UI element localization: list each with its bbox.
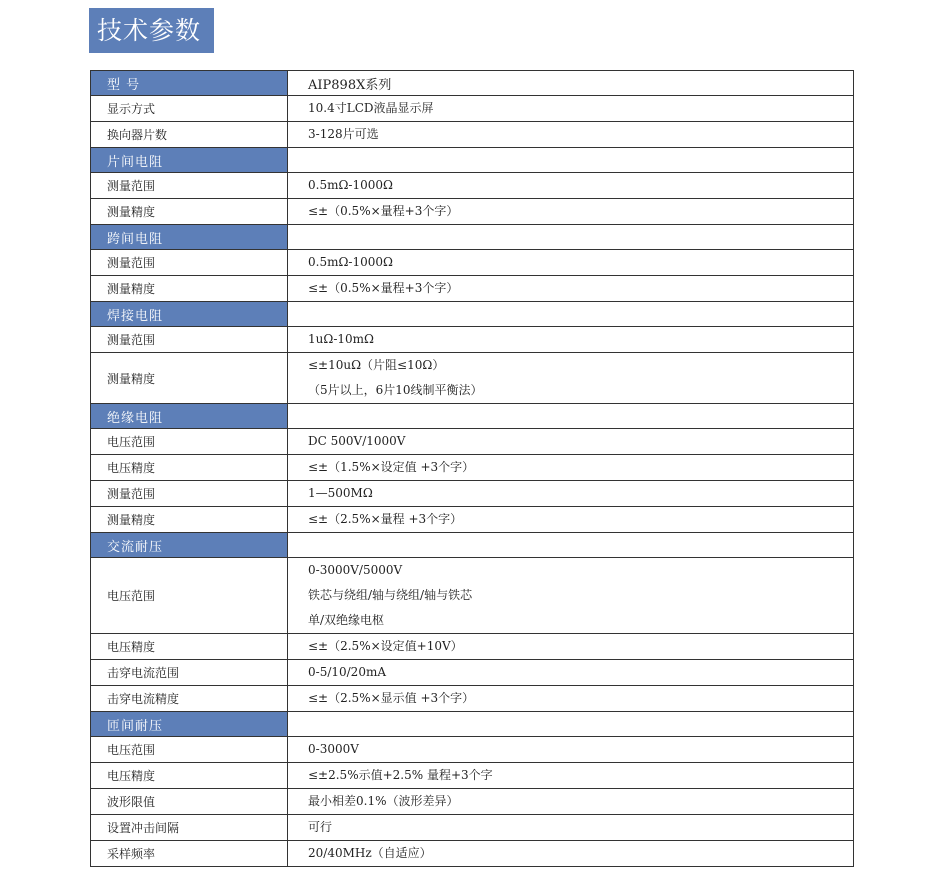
param-label: 电压精度: [91, 455, 288, 481]
section-blank-cell: [288, 404, 854, 429]
param-value: [288, 429, 854, 455]
param-label: 设置冲击间隔: [91, 815, 288, 841]
section-title: 焊接电阻: [91, 302, 288, 327]
table-row: [91, 737, 854, 763]
table-row: [91, 455, 854, 481]
param-value-line: ≤±（2.5%×显示值 +3个字）: [308, 691, 475, 705]
table-row: [91, 250, 854, 276]
section-title: 跨间电阻: [91, 225, 288, 250]
param-value-line: 0.5mΩ-1000Ω: [308, 178, 393, 192]
section-header-row: [91, 404, 854, 429]
param-label: 测量范围: [91, 327, 288, 353]
param-value-line: 铁芯与绕组/轴与绕组/轴与铁芯: [308, 588, 473, 602]
section-title: 绝缘电阻: [91, 404, 288, 429]
spec-table-body: [91, 71, 854, 867]
table-row: [91, 481, 854, 507]
section-blank-cell: [288, 712, 854, 737]
section-blank-cell: [288, 533, 854, 558]
param-value: [288, 481, 854, 507]
param-value-line: ≤±（1.5%×设定值 +3个字）: [308, 460, 475, 474]
param-label: 电压精度: [91, 763, 288, 789]
table-row: [91, 634, 854, 660]
section-title: 交流耐压: [91, 533, 288, 558]
param-value-line: ≤±2.5%示值+2.5% 量程+3个字: [308, 768, 493, 782]
param-label: 电压范围: [91, 558, 288, 634]
param-value-line: 1uΩ-10mΩ: [308, 332, 374, 346]
model-label: 型 号: [91, 71, 288, 96]
table-row: [91, 276, 854, 302]
param-value-line: 最小相差0.1%（波形差异）: [308, 794, 459, 808]
param-value: [288, 276, 854, 302]
param-label: 测量精度: [91, 353, 288, 404]
spec-table: [90, 70, 854, 867]
param-value-line: ≤±10uΩ（片阻≤10Ω）: [308, 358, 445, 372]
param-value-line: 单/双绝缘电枢: [308, 613, 385, 627]
param-value: [288, 634, 854, 660]
section-blank-cell: [288, 225, 854, 250]
table-row: [91, 660, 854, 686]
param-value: [288, 250, 854, 276]
param-value: [288, 686, 854, 712]
table-row: [91, 199, 854, 225]
param-label: 采样频率: [91, 841, 288, 867]
param-label: 击穿电流精度: [91, 686, 288, 712]
table-row: [91, 789, 854, 815]
param-label: 电压精度: [91, 634, 288, 660]
param-value: [288, 815, 854, 841]
param-label: 测量精度: [91, 507, 288, 533]
param-value-line: 可行: [308, 820, 333, 834]
table-row: [91, 429, 854, 455]
param-value-line: （5片以上，6片10线制平衡法）: [308, 383, 483, 397]
param-value: [288, 558, 854, 634]
section-header-row: [91, 302, 854, 327]
section-header-row: [91, 533, 854, 558]
page-title: 技术参数: [89, 8, 214, 53]
table-row: [91, 122, 854, 148]
param-label: 电压范围: [91, 737, 288, 763]
param-value-line: DC 500V/1000V: [308, 434, 406, 448]
param-value-line: ≤±（2.5%×设定值+10V）: [308, 639, 463, 653]
param-value: [288, 660, 854, 686]
param-value-line: 0.5mΩ-1000Ω: [308, 255, 393, 269]
section-blank-cell: [288, 302, 854, 327]
table-row: [91, 686, 854, 712]
param-value-line: ≤±（0.5%×量程+3个字）: [308, 281, 459, 295]
section-title: 匝间耐压: [91, 712, 288, 737]
param-value: [288, 173, 854, 199]
param-label: 显示方式: [91, 96, 288, 122]
model-value: AIP898X系列: [288, 71, 854, 96]
table-row: [91, 327, 854, 353]
param-value-line: ≤±（0.5%×量程+3个字）: [308, 204, 459, 218]
param-label: 波形限值: [91, 789, 288, 815]
param-value: [288, 455, 854, 481]
section-header-row: [91, 148, 854, 173]
param-label: 电压范围: [91, 429, 288, 455]
param-value-line: 0-5/10/20mA: [308, 665, 386, 679]
param-value: [288, 353, 854, 404]
param-label: 测量精度: [91, 199, 288, 225]
param-value-line: 3-128片可选: [308, 127, 379, 141]
param-value: [288, 122, 854, 148]
table-row: [91, 353, 854, 404]
param-label: 测量范围: [91, 481, 288, 507]
param-value: [288, 789, 854, 815]
table-row: [91, 558, 854, 634]
section-blank-cell: [288, 148, 854, 173]
table-row: [91, 173, 854, 199]
param-value: [288, 737, 854, 763]
section-title: 片间电阻: [91, 148, 288, 173]
param-value: [288, 841, 854, 867]
table-row: [91, 841, 854, 867]
table-row: [91, 507, 854, 533]
section-header-row: [91, 712, 854, 737]
param-value-line: 0-3000V/5000V: [308, 563, 403, 577]
param-label: 测量范围: [91, 173, 288, 199]
param-label: 测量精度: [91, 276, 288, 302]
param-label: 测量范围: [91, 250, 288, 276]
param-value-line: 10.4寸LCD液晶显示屏: [308, 101, 434, 115]
table-header-row: [91, 71, 854, 96]
param-value-line: 20/40MHz（自适应）: [308, 846, 432, 860]
table-row: [91, 96, 854, 122]
table-row: [91, 815, 854, 841]
table-row: [91, 763, 854, 789]
param-label: 换向器片数: [91, 122, 288, 148]
param-value: [288, 96, 854, 122]
param-value: [288, 327, 854, 353]
param-value-line: ≤±（2.5%×量程 +3个字）: [308, 512, 463, 526]
param-value: [288, 507, 854, 533]
param-value: [288, 199, 854, 225]
section-header-row: [91, 225, 854, 250]
param-value-line: 0-3000V: [308, 742, 359, 756]
param-label: 击穿电流范围: [91, 660, 288, 686]
param-value-line: 1—500MΩ: [308, 486, 373, 500]
param-value: [288, 763, 854, 789]
